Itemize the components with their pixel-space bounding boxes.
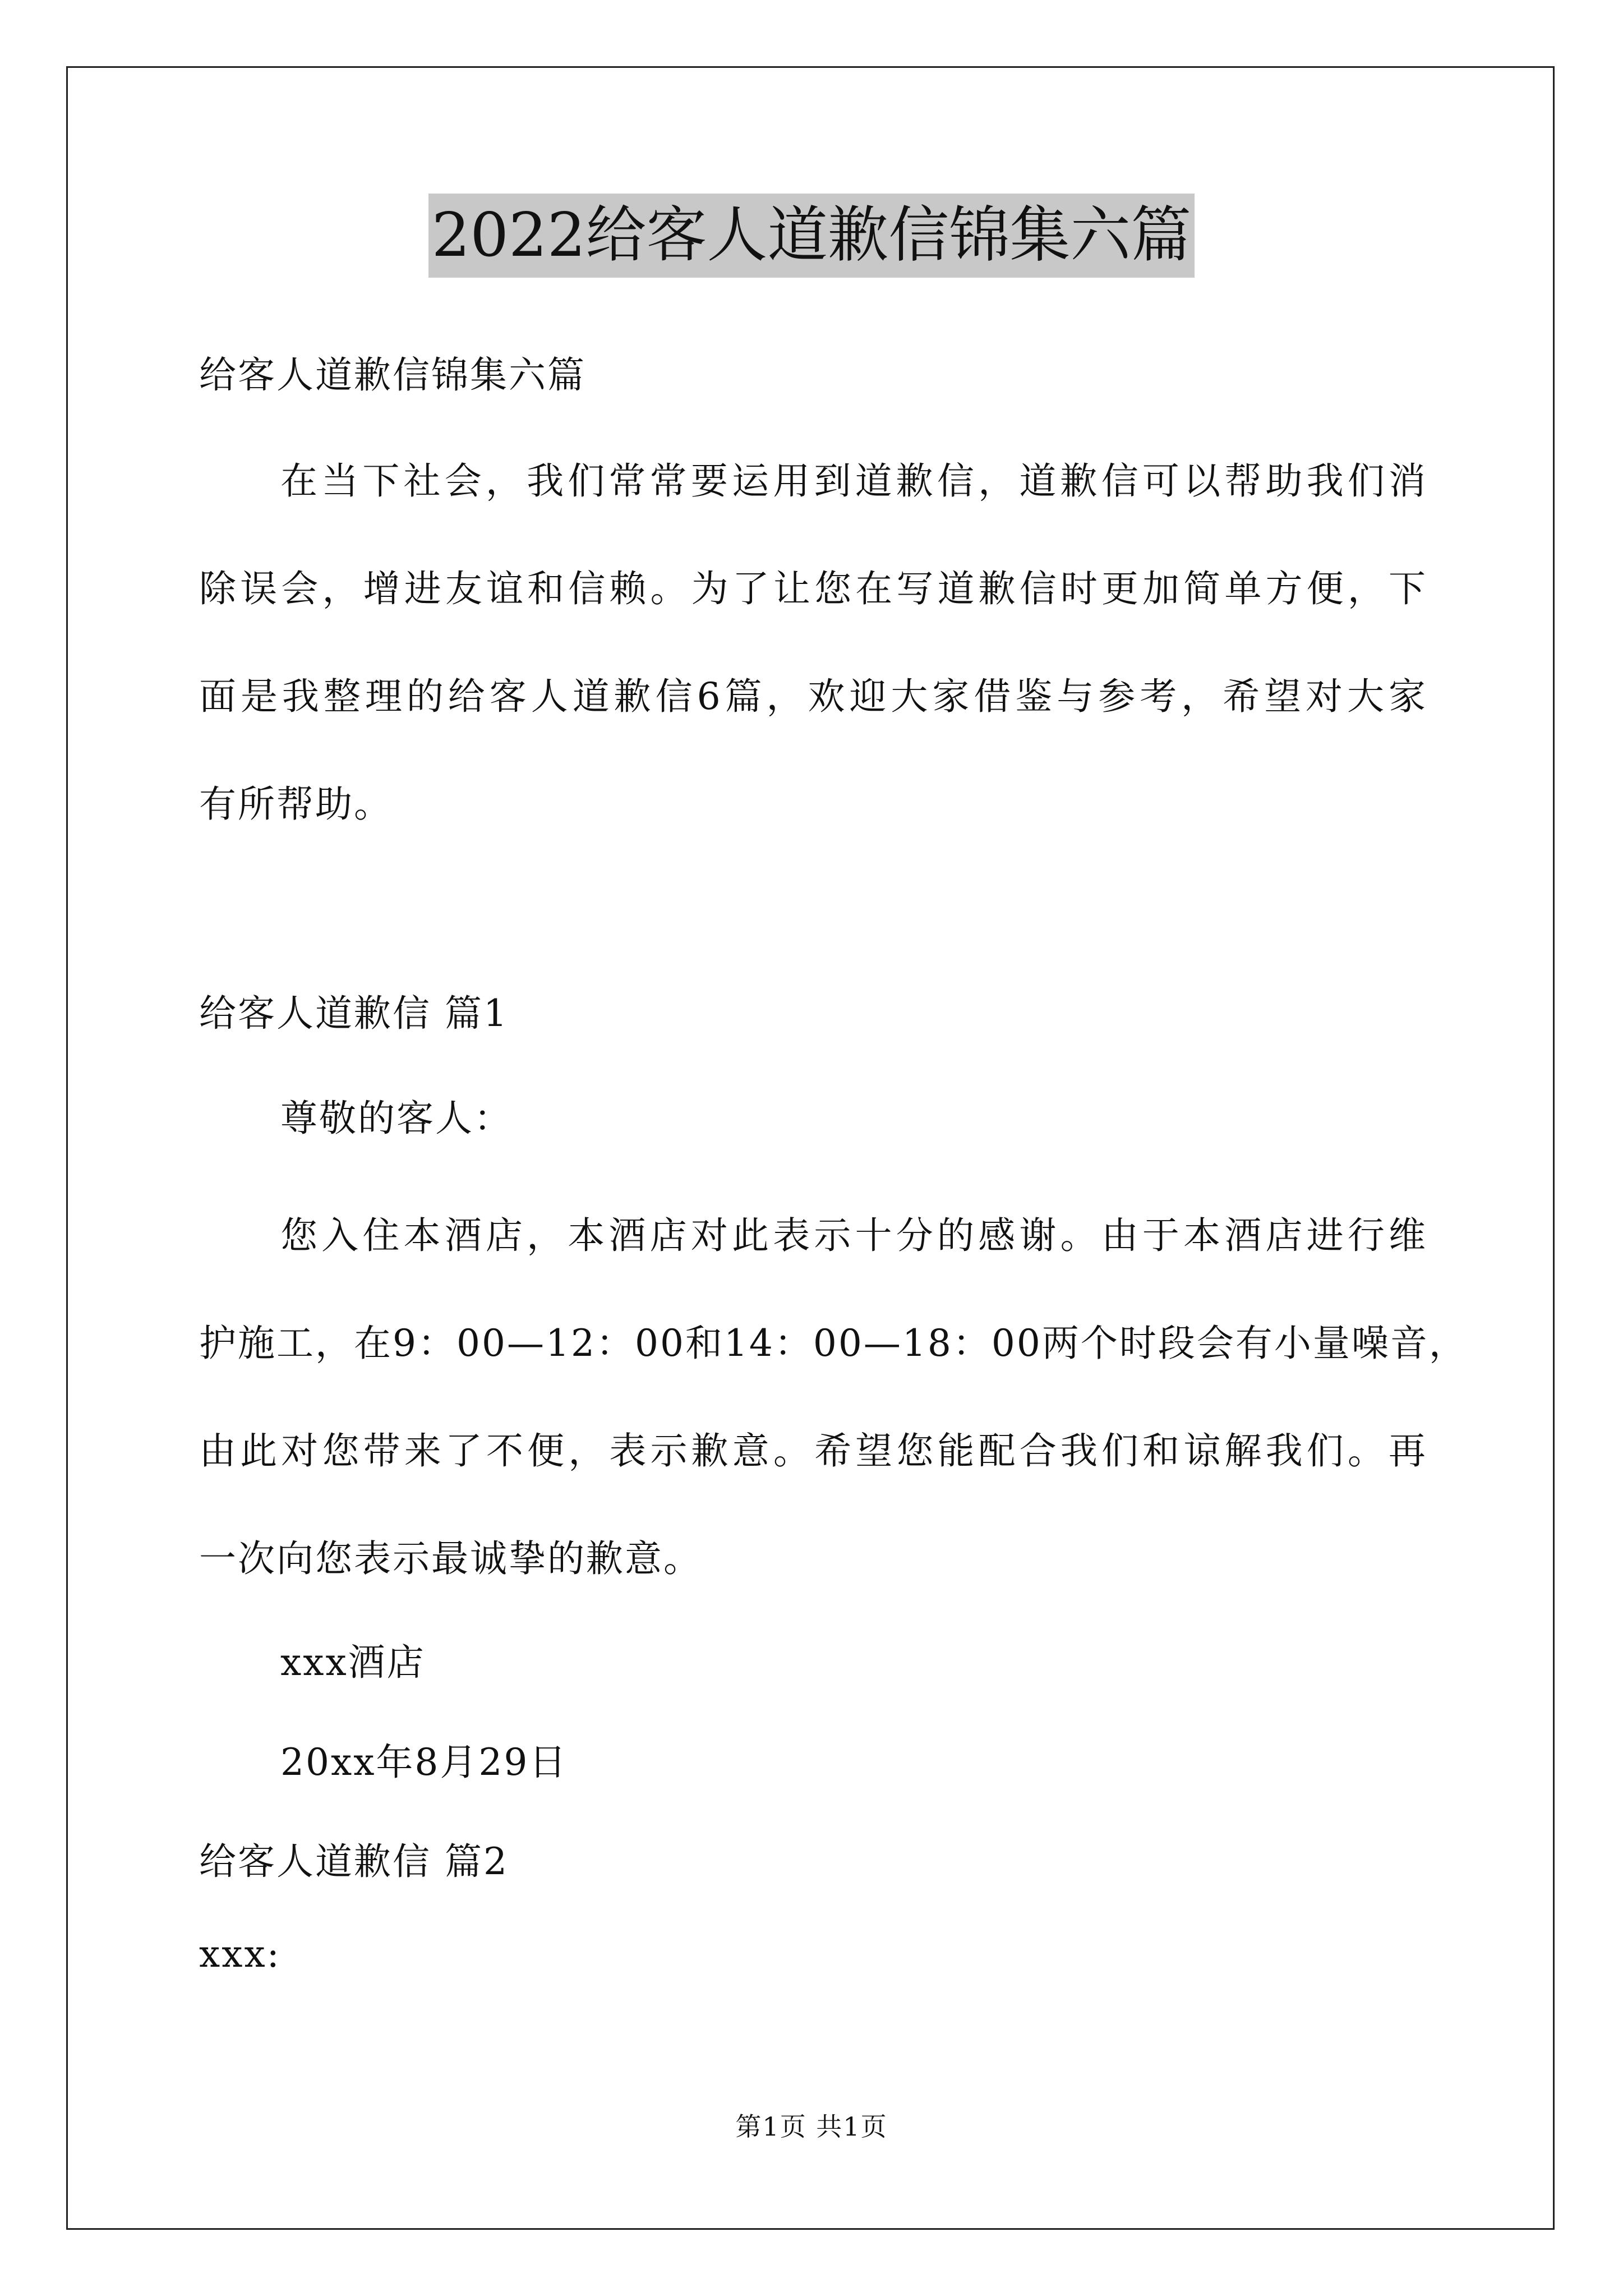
section-heading-2: 给客人道歉信 篇2	[199, 1840, 509, 1883]
paragraph-line: 在当下社会，我们常常要运用到道歉信，道歉信可以帮助我们消	[280, 459, 1427, 503]
salutation: 尊敬的客人：	[280, 1097, 513, 1140]
paragraph-line: 护施工，在9：00—12：00和14：00—18：00两个时段会有小量噪音，	[199, 1322, 1468, 1365]
document-title: 2022给客人道歉信锦集六篇	[428, 194, 1195, 278]
document-subtitle: 给客人道歉信锦集六篇	[199, 353, 586, 397]
salutation-2: xxx:	[199, 1932, 281, 1976]
title-container	[0, 194, 1623, 278]
letter-date: 20xx年8月29日	[280, 1741, 568, 1784]
paragraph-line: 面是我整理的给客人道歉信6篇，欢迎大家借鉴与参考，希望对大家	[199, 675, 1427, 718]
paragraph-line: 一次向您表示最诚挚的歉意。	[199, 1537, 702, 1580]
page-footer: 第1页 共1页	[735, 2111, 888, 2142]
intro-paragraph	[199, 427, 1427, 858]
paragraph-line: 您入住本酒店，本酒店对此表示十分的感谢。由于本酒店进行维	[280, 1214, 1427, 1257]
letter-body-1	[199, 1182, 1468, 1613]
paragraph-line: 由此对您带来了不便，表示歉意。希望您能配合我们和谅解我们。再	[199, 1429, 1427, 1473]
section-heading-1: 给客人道歉信 篇1	[199, 992, 509, 1035]
paragraph-line: 除误会，增进友谊和信赖。为了让您在写道歉信时更加简单方便，下	[199, 567, 1427, 610]
paragraph-line: 有所帮助。	[199, 783, 393, 826]
signature: xxx酒店	[280, 1641, 426, 1684]
